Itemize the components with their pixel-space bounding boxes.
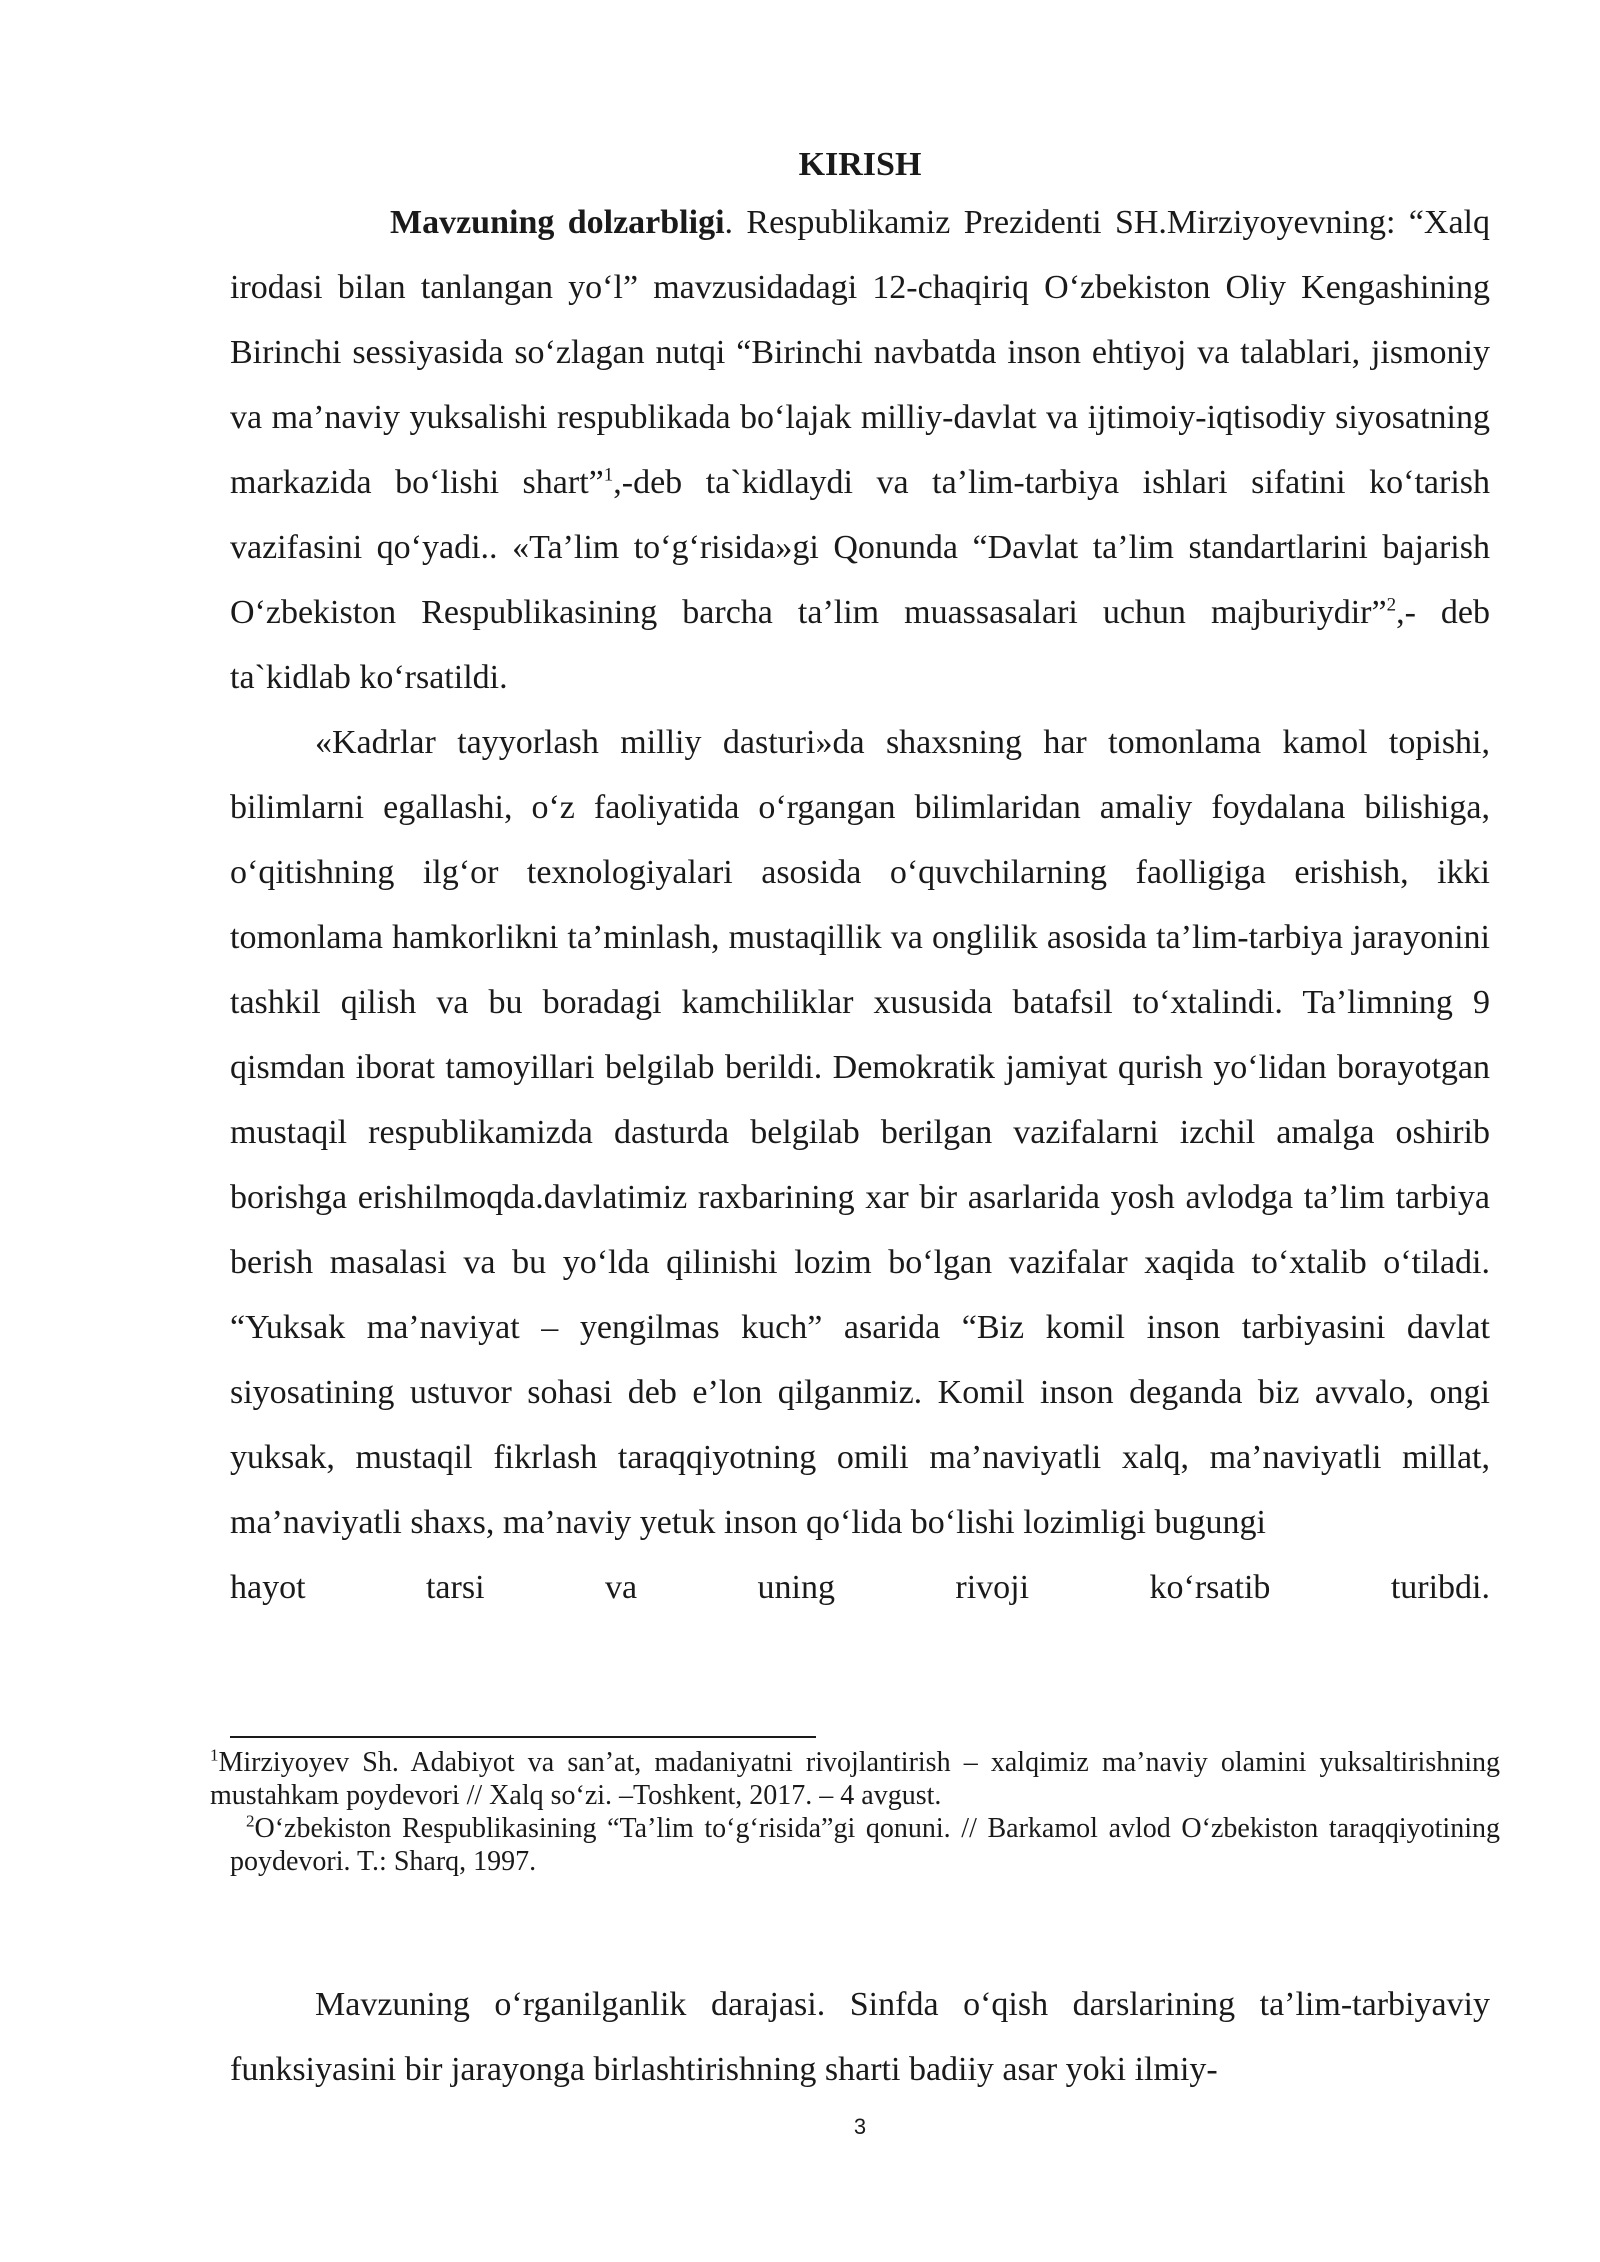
paragraph-text: ,-deb ta`kidlaydi va ta’lim-tarbiya ishlari sifatini ko‘tarish vazifasini qo‘yadi.. «Ta’lim to‘g‘risida»gi Qonunda “Davlat ta’lim standartlarini bajarish O‘zbekiston Respublikasining barcha ta’lim muassasalari uchun majburiydir” [230,464,1491,631]
footnote-separator [230,1736,816,1738]
paragraph-text: ,- deb ta`kidlab ko‘rsatildi. [230,594,1490,696]
footnote-ref-2[interactable]: 2 [1386,594,1397,616]
footnote-number: 2 [246,1811,255,1831]
body-text-continued [230,1972,1490,2102]
paragraph-text: . Respublikamiz Prezidenti SH.Mirziyoyevning: “Xalq irodasi bilan tanlangan yo‘l” mavzusidadagi 12-chaqiriq O‘zbekiston Oliy Kengashining Birinchi sessiyasida so‘zlagan nutqi “Birinchi navbatda inson ehtiyoj va talablari, jismoniy va ma’naviy yuksalishi respublikada bo‘lajak milliy-davlat va ijtimoiy-iqtisodiy siyosatning markazida bo‘lishi shart” [230,204,1490,501]
footnote-number: 1 [210,1745,219,1765]
paragraph-text: «Kadrlar tayyorlash milliy dasturi»da shaxsning har tomonlama kamol topishi, bilimlarni egallashi, o‘z faoliyatida o‘rgangan bilimlaridan amaliy foydalana bilishiga, o‘qitishning ilg‘or texnologiyalari asosida o‘quvchilarning faolligiga erishish, ikki tomonlama hamkorlikni ta’minlash, mustaqillik va onglilik asosida ta’lim-tarbiya jarayonini tashkil qilish va bu boradagi kamchiliklar xususida batafsil to‘xtalindi. Ta’limning 9 qismdan iborat tamoyillari belgilab berildi. Demokratik jamiyat qurish yo‘lidan borayotgan mustaqil respublikamizda dasturda belgilab berilgan vazifalarni izchil amalga oshirib borishga erishilmoqda.davlatimiz raxbarining xar bir asarlarida yosh avlodga ta’lim tarbiya berish masalasi va bu yo‘lda qilinishi lozim bo‘lgan vazifalar xaqida to‘xtalib o‘tiladi. “Yuksak ma’naviyat – yengilmas kuch” asarida “Biz komil inson tarbiyasini davlat siyosatining ustuvor sohasi deb e’lon qilganmiz. Komil inson deganda biz avvalo, ongi yuksak, mustaqil fikrlash taraqqiyotning omili ma’naviyatli xalq, ma’naviyatli millat, ma’naviyatli shaxs, ma’naviy yetuk inson qo‘lida bo‘lishi lozimligi bugungi [230,724,1490,1541]
footnote-2 [210,1812,1500,1878]
footnote-text: O‘zbekiston Respublikasining “Ta’lim to‘g‘risida”gi qonuni. // Barkamol avlod O‘zbekiston taraqqiyotining poydevori. T.: Sharq, 1997. [230,1813,1500,1877]
page-title: KIRISH [798,146,922,183]
paragraph-kadrlar [230,710,1490,1555]
paragraph-study-degree: Mavzuning o‘rganilganlik darajasi. Sinfda o‘qish darslarining ta’lim-tarbiyaviy funksiyasini bir jarayonga birlashtirishning sharti badiiy asar yoki ilmiy- [230,1986,1490,2088]
paragraph-relevance [230,190,1490,710]
footnote-text: Mirziyoyev Sh. Adabiyot va san’at, madaniyatni rivojlantirish – xalqimiz ma’naviy olamini yuksaltirishning mustahkam poydevori // Xalq so‘zi. –Toshkent, 2017. – 4 avgust. [210,1747,1500,1811]
footnotes [210,1746,1500,1878]
paragraph-last-line: hayot tarsi va uning rivoji ko‘rsatib turibdi. [230,1569,1490,1606]
footnote-ref-1[interactable]: 1 [603,464,614,486]
section-lead-bold: Mavzuning dolzarbligi [390,204,725,241]
page-number: 3 [853,2114,867,2139]
footnote-1 [210,1746,1500,1812]
body-text [230,190,1490,1620]
